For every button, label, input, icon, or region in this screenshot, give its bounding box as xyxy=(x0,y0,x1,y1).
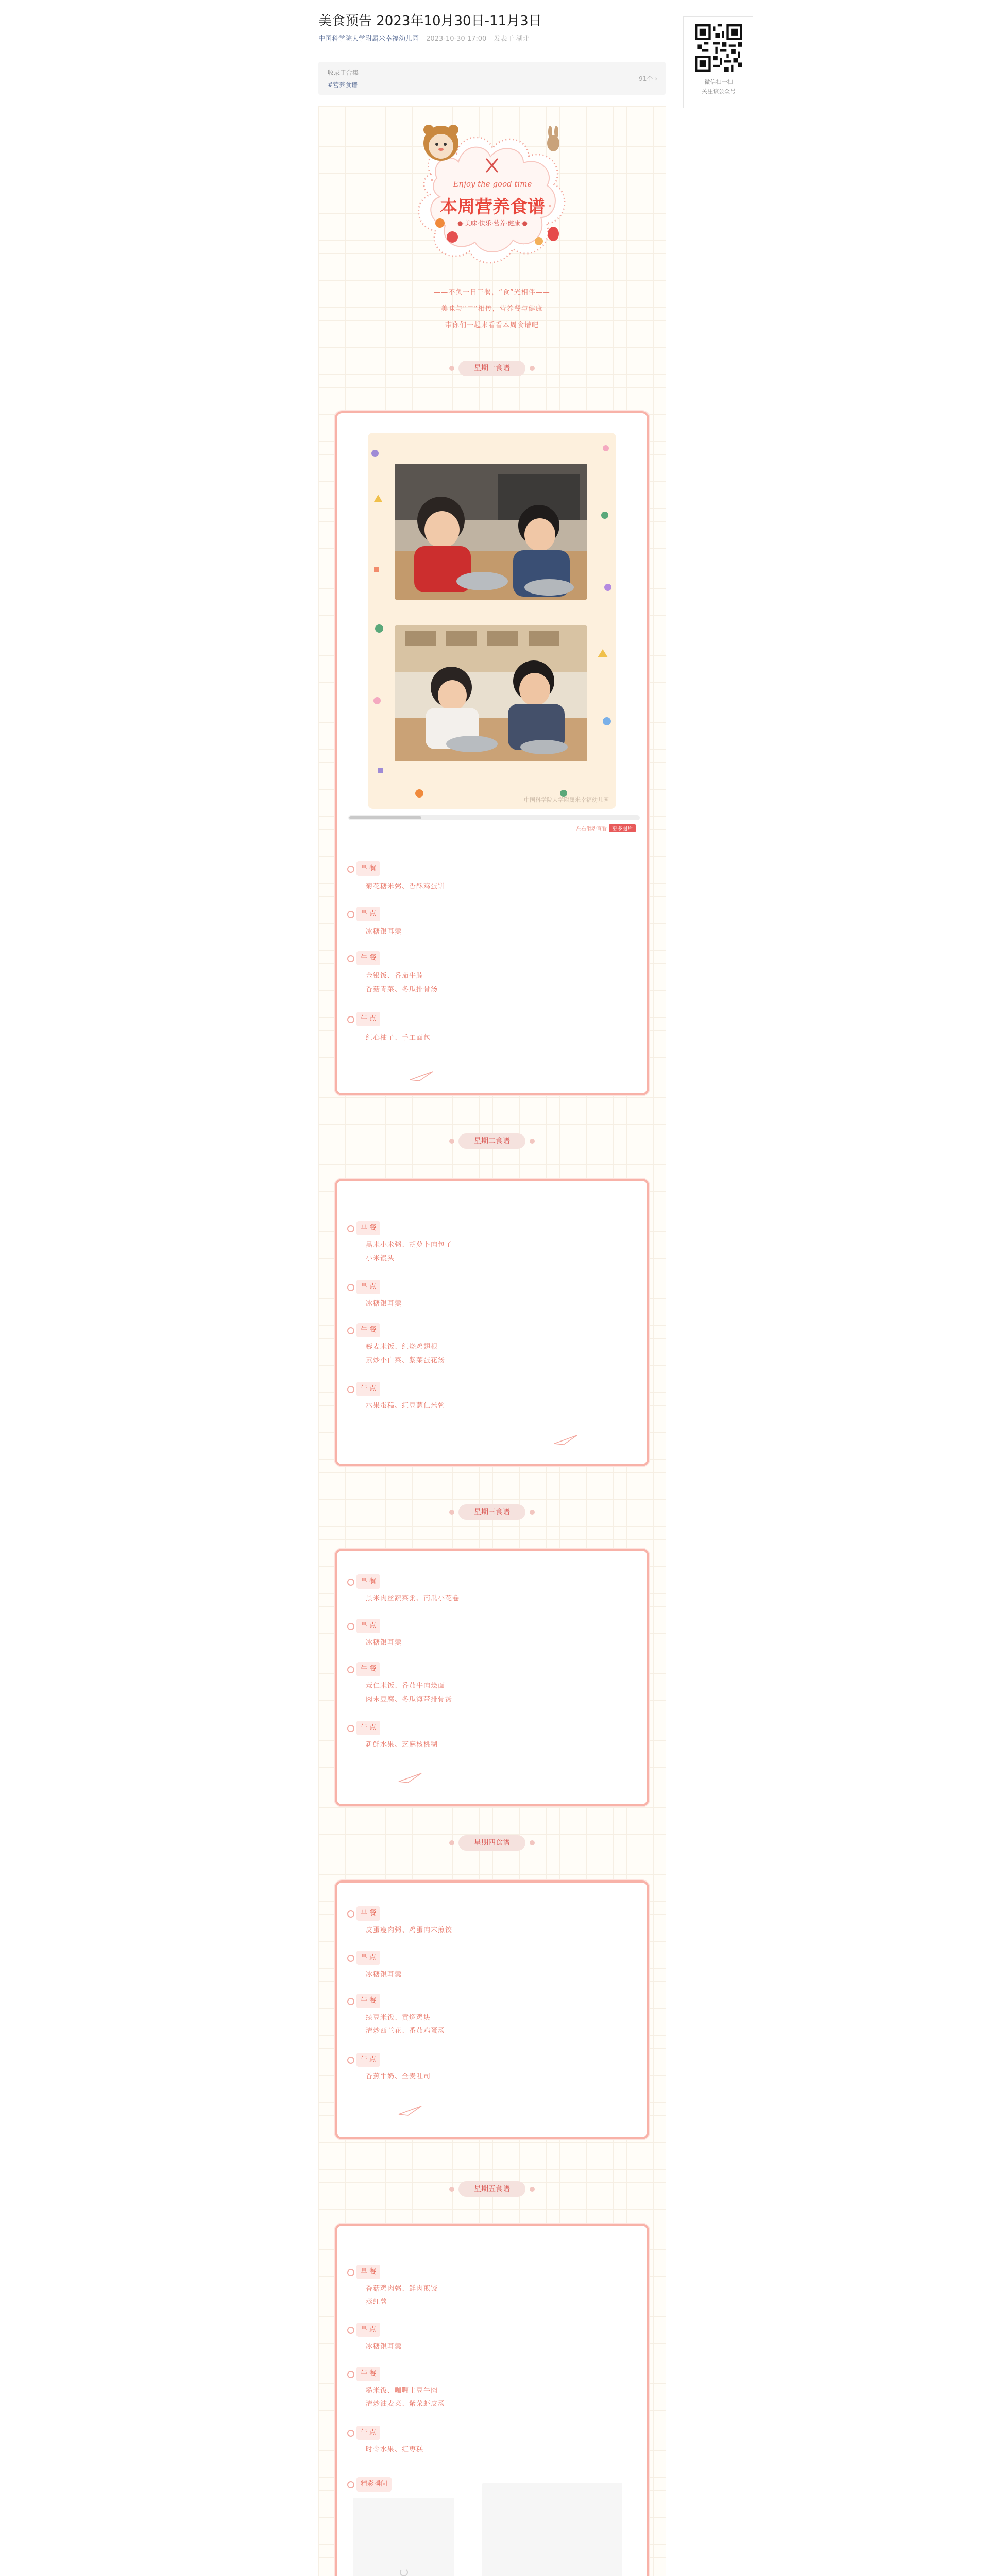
food-item: 香蕉牛奶、全麦吐司 xyxy=(366,2073,431,2080)
qr-code-icon xyxy=(695,24,742,72)
day-header-3 xyxy=(318,1504,666,1520)
day-pill-5: 星期五食谱 xyxy=(458,2181,525,2197)
food-item: 冰糖银耳羹 xyxy=(366,1300,402,1308)
article-title: 美食预告 2023年10月30日-11月3日 xyxy=(318,13,542,29)
scrollbar-thumb[interactable] xyxy=(349,816,421,819)
paper-plane-icon xyxy=(398,1772,422,1784)
logo-subtitle: ●·美味·快乐·营养·健康·● xyxy=(457,219,528,227)
day-header-5 xyxy=(318,2181,666,2197)
swipe-hint: 左右滑动查看 更多图片 xyxy=(576,824,636,832)
day-pill-4: 星期四食谱 xyxy=(458,1835,525,1851)
cookie-icon xyxy=(535,237,543,245)
paper-plane-icon xyxy=(398,2105,422,2116)
intro-line-2: 美味与“口”相传，营养餐与健康 xyxy=(441,305,543,313)
food-item: 冰糖银耳羹 xyxy=(366,2343,402,2350)
qr-code-panel xyxy=(683,16,753,108)
food-item: 水果蛋糕、红豆薏仁米粥 xyxy=(366,1402,446,1410)
food-item: 香菇青菜、冬瓜排骨汤 xyxy=(366,986,438,993)
strawberry-icon xyxy=(548,227,559,241)
food-item: 黑米肉丝蔬菜粥、南瓜小花卷 xyxy=(366,1595,460,1602)
kids-eating-photo-1 xyxy=(395,464,587,600)
food-item: 清炒西兰花、番茄鸡蛋汤 xyxy=(366,2027,446,2035)
article-body xyxy=(318,106,666,2576)
publish-time: 2023-10-30 17:00 xyxy=(426,35,487,43)
menu-card-2: 早 餐 黑米小米粥、胡萝卜肉包子 小米馒头 早 点 冰糖银耳羹 午 餐 藜麦米饭、红烧鸡翅根 素炒小白菜、紫菜蛋花汤 午 点 水果蛋糕、红豆薏仁米粥 xyxy=(335,1179,649,1466)
menu-card-5: 早 餐 香菇鸡肉粥、鲜肉煎饺 蒸红薯 早 点 冰糖银耳羹 午 餐 糙米饭、咖喱土豆牛肉 清炒油麦菜、紫菜虾皮汤 午 点 时令水果、红枣糕 精彩瞬间 xyxy=(335,2224,649,2576)
food-item: 金银饭、番茄牛腩 xyxy=(366,972,424,980)
food-item: 红心柚子、手工面包 xyxy=(366,1034,431,1042)
weekly-menu-logo xyxy=(400,112,585,282)
photo-watermark: 中国科学院大学附属米幸福幼儿园 xyxy=(524,796,609,803)
collection-count: 91个 › xyxy=(639,75,657,82)
collection-tag-link[interactable]: #营养食谱 xyxy=(328,81,358,89)
intro-line-3: 带你们一起来看看本周食谱吧 xyxy=(445,321,539,329)
food-item: 香菇鸡肉粥、鲜肉煎饺 xyxy=(366,2285,438,2293)
kids-eating-photo-2 xyxy=(395,625,587,761)
collection-bar[interactable] xyxy=(318,62,666,95)
day-pill-2: 星期二食谱 xyxy=(458,1133,525,1149)
logo-script: Enjoy the good time xyxy=(453,179,532,189)
food-item: 薏仁米饭、番茄牛肉烩面 xyxy=(366,1682,446,1690)
apple-icon xyxy=(447,231,458,243)
food-item: 藜麦米饭、红烧鸡翅根 xyxy=(366,1343,438,1351)
food-item: 蒸红薯 xyxy=(366,2298,388,2306)
bear-icon xyxy=(423,125,458,161)
paper-plane-icon xyxy=(409,1071,434,1082)
rabbit-icon xyxy=(547,126,559,151)
food-item: 冰糖银耳羹 xyxy=(366,1639,402,1647)
qr-caption-1: 微信扫一扫 xyxy=(704,79,733,86)
food-item: 冰糖银耳羹 xyxy=(366,1971,402,1978)
dot-icon xyxy=(449,366,454,371)
food-item: 糙米饭、咖喱土豆牛肉 xyxy=(366,2387,438,2395)
food-item: 新鲜水果、芝麻核桃糊 xyxy=(366,1741,438,1749)
collection-label: 收录于合集 xyxy=(328,69,359,76)
dot-icon xyxy=(530,366,535,371)
image-placeholder xyxy=(482,2483,622,2576)
food-item: 素炒小白菜、紫菜蛋花汤 xyxy=(366,1357,446,1364)
intro-line-1: ——不负一日三餐，“食”光相伴—— xyxy=(434,289,550,296)
food-item: 绿豆米饭、黄焖鸡块 xyxy=(366,2014,431,2022)
logo-title: 本周营养食谱 xyxy=(440,197,545,217)
food-item: 菊花糖米粥、香酥鸡蛋饼 xyxy=(366,883,446,890)
paper-plane-icon xyxy=(553,1434,578,1446)
menu-card-1: 中国科学院大学附属米幸福幼儿园 左右滑动查看 更多图片 早 餐 菊花糖米粥、香酥鸡蛋饼 早 点 冰糖银耳羹 午 餐 金银饭、番茄牛腩 香菇青菜、冬瓜排骨汤 午 点 红心柚子、手工面包 xyxy=(335,411,649,1095)
publish-location: 发表于 湖北 xyxy=(494,35,530,43)
article-meta xyxy=(318,33,530,43)
account-name-link[interactable]: 中国科学院大学附属米幸福幼儿园 xyxy=(318,35,419,43)
food-item: 皮蛋瘦肉粥、鸡蛋肉末煎饺 xyxy=(366,1926,453,1934)
food-item: 清炒油麦菜、紫菜虾皮汤 xyxy=(366,2400,446,2408)
loading-spinner-icon xyxy=(400,2568,408,2576)
food-item: 小米馒头 xyxy=(366,1255,395,1262)
day-header-4 xyxy=(318,1835,666,1851)
day-pill-1: 星期一食谱 xyxy=(458,361,525,376)
photo-scrollbar[interactable] xyxy=(348,815,640,820)
day-header-1 xyxy=(318,361,666,376)
photo-frame xyxy=(368,433,616,809)
menu-card-3: 早 餐 黑米肉丝蔬菜粥、南瓜小花卷 早 点 冰糖银耳羹 午 餐 薏仁米饭、番茄牛肉烩面 肉末豆腐、冬瓜海带排骨汤 午 点 新鲜水果、芝麻核桃糊 xyxy=(335,1549,649,1806)
food-item: 时令水果、红枣糕 xyxy=(366,2446,424,2453)
chevron-right-icon: › xyxy=(655,75,657,82)
menu-card-4: 早 餐 皮蛋瘦肉粥、鸡蛋肉末煎饺 早 点 冰糖银耳羹 午 餐 绿豆米饭、黄焖鸡块 清炒西兰花、番茄鸡蛋汤 午 点 香蕉牛奶、全麦吐司 xyxy=(335,1880,649,2139)
food-item: 肉末豆腐、冬瓜海带排骨汤 xyxy=(366,1696,453,1703)
day-pill-3: 星期三食谱 xyxy=(458,1504,525,1520)
qr-caption-2: 关注该公众号 xyxy=(702,88,736,95)
food-item: 黑米小米粥、胡萝卜肉包子 xyxy=(366,1241,453,1249)
food-item: 冰糖银耳羹 xyxy=(366,928,402,936)
day-header-2 xyxy=(318,1133,666,1149)
image-placeholder xyxy=(353,2498,454,2576)
